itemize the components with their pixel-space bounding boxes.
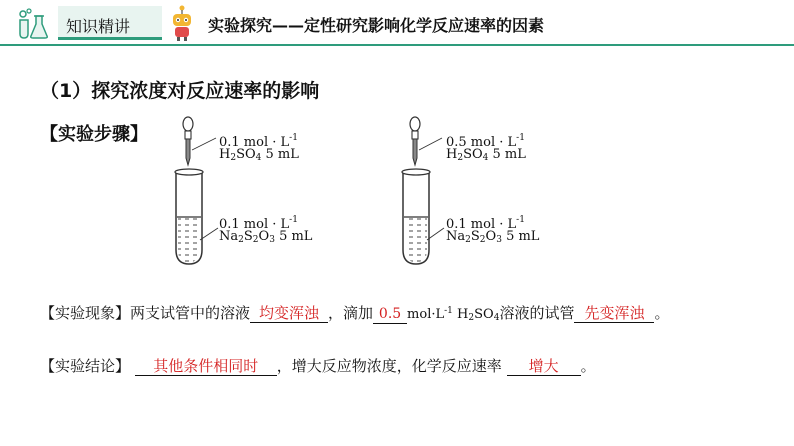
tube2-salt-solution: $Na_2S_2O_3$ 5 mL <box>446 229 540 245</box>
section-tab-label: 知识精讲 <box>66 17 131 36</box>
tube2-salt-concentration: 0.1 mol · $L^{-1}$ <box>446 215 525 232</box>
observation-unit: $mol\cdot L^{-1}$ $H_2SO_4$ <box>407 306 500 323</box>
tube1-salt-concentration: 0.1 mol · $L^{-1}$ <box>219 215 298 232</box>
tube1-acid-solution: $H_2SO_4$ 5 mL <box>219 147 299 163</box>
conclusion-label: 【实验结论】 <box>40 357 131 375</box>
tube2-acid-concentration: 0.5 mol · $L^{-1}$ <box>446 133 525 150</box>
steps-label: 【实验步骤】 <box>40 124 148 145</box>
tube1-acid-concentration: 0.1 mol · $L^{-1}$ <box>219 133 298 150</box>
page-heading: （1）探究浓度对反应速率的影响 <box>40 80 320 102</box>
observation-answer-1[interactable]: 均变浑浊 <box>250 304 328 323</box>
test-tube-1 <box>175 117 218 264</box>
observation-answer-3[interactable]: 先变浑浊 <box>574 304 654 323</box>
tube2-acid-solution: $H_2SO_4$ 5 mL <box>446 147 526 163</box>
tube1-salt-solution: $Na_2S_2O_3$ 5 mL <box>219 229 313 245</box>
conclusion-answer-1[interactable]: 其他条件相同时 <box>135 357 277 376</box>
conclusion-line: 【实验结论】 其他条件相同时 ，增大反应物浓度，化学反应速率 增大 。 <box>40 357 596 375</box>
header-title: 实验探究——定性研究影响化学反应速率的因素 <box>208 16 545 35</box>
conclusion-answer-2[interactable]: 增大 <box>507 357 581 376</box>
observation-line: 【实验现象】两支试管中的溶液 均变浑浊 ，滴加 0.5 $mol\cdot L^{-1}$ $H_2SO_4$溶液的试管 先变浑浊 。 <box>40 304 670 323</box>
observation-answer-2[interactable]: 0.5 <box>373 305 407 324</box>
test-tube-2 <box>402 117 444 264</box>
observation-label: 【实验现象】 <box>40 304 131 322</box>
